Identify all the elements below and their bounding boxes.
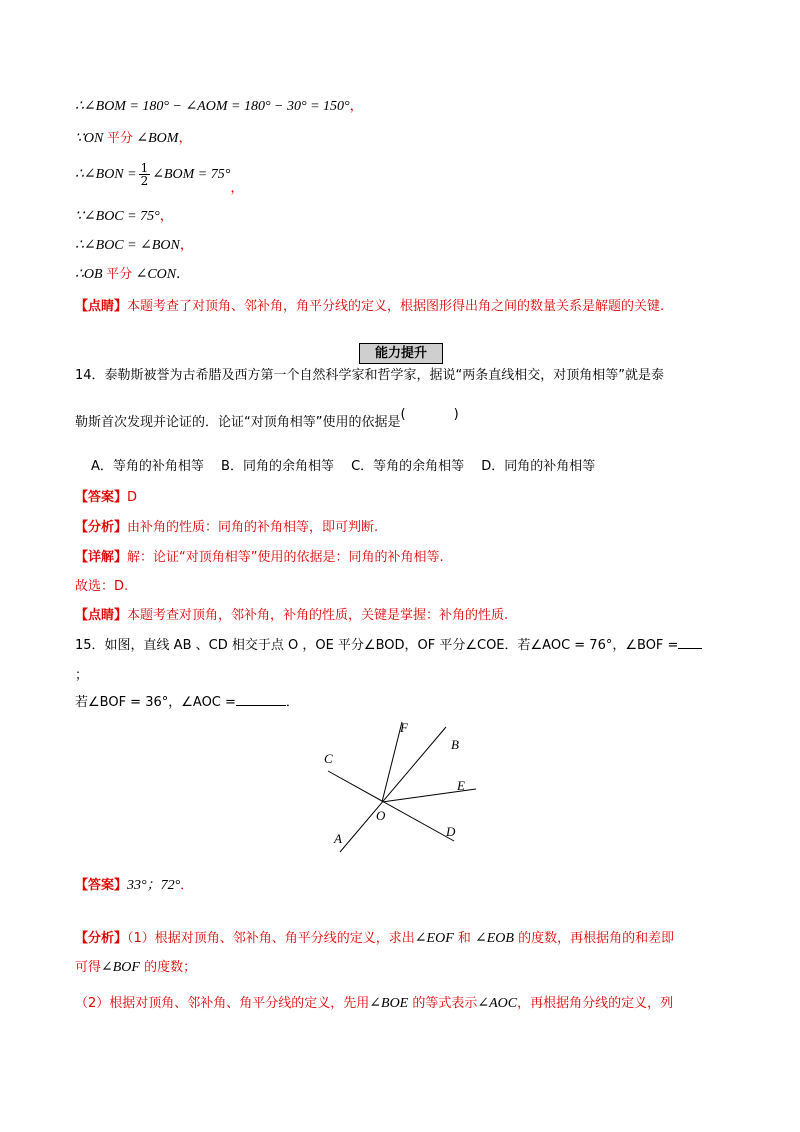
punct: ， (230, 180, 244, 196)
label-f: F (400, 720, 408, 735)
comment-text: 本题考查了对顶角、邻补角，角平分线的定义，根据图形得出角之间的数量关系是解题的关键. (127, 299, 665, 314)
solution-line-6 (75, 264, 190, 285)
analysis-text: 的度数，再根据角的和差即 (513, 931, 675, 946)
analysis-text: ，再根据角分线的定义，列 (517, 996, 674, 1011)
equation: ∵ON (75, 131, 107, 146)
answer-text: 33°；72° (127, 878, 181, 893)
equation: ∴OB (75, 267, 107, 282)
punct: ． (180, 878, 194, 893)
q14-answer (75, 488, 137, 508)
analysis-text: 的度数； (139, 960, 197, 975)
analysis-tag: 【分析】 (75, 931, 128, 946)
analysis-text: （2）根据对顶角、邻补角、角平分线的定义，先用 (75, 996, 370, 1011)
punct: ， (179, 237, 194, 253)
math: ∠BOF (101, 960, 140, 975)
bisect-text: 平分 (106, 131, 133, 146)
comment-text: 本题考查对顶角，邻补角，补角的性质，关键是掌握：补角的性质. (127, 608, 509, 623)
label-c: C (324, 751, 333, 766)
equation: ∠BOM = 75° (152, 167, 231, 182)
paren-close: ) (453, 407, 459, 422)
answer-tag: 【答案】 (75, 490, 128, 505)
stem-text: 若∠BOF = 36°，∠AOC = (75, 695, 236, 710)
label-e: E (457, 778, 465, 793)
label-a: A (334, 831, 342, 846)
equation: ∴∠BOM = 180° − ∠AOM = 180° − 30° = 150° (75, 99, 350, 114)
solution-line-4 (75, 206, 173, 227)
equation: ∴∠BOC = ∠BON (75, 238, 180, 253)
q14-analysis (75, 518, 378, 538)
math: ∠AOC (477, 996, 518, 1011)
punct: ， (349, 98, 364, 114)
solution-line-2 (75, 128, 192, 149)
line-ab (340, 727, 446, 852)
comment-tag: 【点睛】 (75, 608, 128, 623)
q14-stem-1: 14．泰勒斯被誉为古希腊及西方第一个自然科学家和哲学家，据说“两条直线相交，对顶角相等”就是泰 (75, 368, 665, 383)
answer-text: D (127, 490, 138, 505)
q15-stem-1 (75, 636, 702, 656)
math: ∠BOE (369, 996, 409, 1011)
q15-analysis-3 (75, 994, 673, 1014)
q15-stem-2 (75, 693, 299, 713)
angle-figure (318, 716, 488, 861)
punct: ， (178, 130, 192, 146)
q14-stem-2 (75, 407, 459, 433)
solution-line-3 (75, 161, 244, 196)
analysis-tag: 【分析】 (75, 520, 128, 535)
label-d: D (446, 824, 456, 839)
q14-detail (75, 548, 444, 568)
q15-analysis-2 (75, 958, 196, 978)
analysis-text: （1）根据对顶角、邻补角、角平分线的定义，求出 (127, 931, 415, 946)
bisect-text: 平分 (106, 267, 133, 282)
label-b: B (451, 737, 459, 752)
punct: ． (176, 266, 190, 282)
fraction: $\frac{1}{2}$ (140, 161, 149, 188)
label-o: O (376, 808, 386, 823)
q15-answer (75, 876, 193, 896)
stem-text: 15．如图，直线 AB 、CD 相交于点 O ，OE 平分∠BOD，OF 平分∠COE．若∠AOC = 76°，∠BOF = (75, 638, 679, 653)
answer-blank-2 (236, 705, 286, 706)
q14-choose: 故选：D. (75, 579, 129, 594)
analysis-text: 和 (453, 931, 476, 946)
analysis-text: 由补角的性质：同角的补角相等，即可判断. (127, 520, 379, 535)
answer-tag: 【答案】 (75, 878, 128, 893)
paren-open: ( (400, 407, 406, 422)
equation: ∵∠BOC = 75° (75, 209, 160, 224)
comment-tag: 【点睛】 (75, 299, 128, 314)
q14-comment (75, 606, 508, 626)
section-badge: 能力提升 (359, 343, 443, 364)
answer-blank-1 (678, 648, 702, 649)
stem-text: 勒斯首次发现并论证的．论证“对顶角相等”使用的依据是 (75, 415, 401, 430)
detail-tag: 【详解】 (75, 550, 128, 565)
q15-analysis-1 (75, 929, 674, 949)
solution-line-1 (75, 96, 363, 117)
solution-line-5 (75, 235, 193, 256)
math: ∠EOB (475, 931, 514, 946)
q14-options: A．等角的补角相等 B．同角的余角相等 C．等角的余角相等 D．同角的补角相等 (91, 459, 596, 474)
comment-line (75, 297, 664, 317)
analysis-text: 可得 (75, 960, 102, 975)
math: ∠EOF (414, 931, 454, 946)
punct: ， (159, 208, 174, 224)
punct: ． (285, 695, 299, 710)
line-cd (328, 771, 454, 841)
detail-text: 解：论证“对顶角相等”使用的依据是：同角的补角相等. (127, 550, 444, 565)
equation: ∴∠BON = (75, 167, 137, 182)
analysis-text: 的等式表示 (408, 996, 478, 1011)
equation: ∠BOM (132, 131, 179, 146)
q15-semicolon: ； (75, 668, 89, 683)
equation: ∠CON (132, 267, 177, 282)
